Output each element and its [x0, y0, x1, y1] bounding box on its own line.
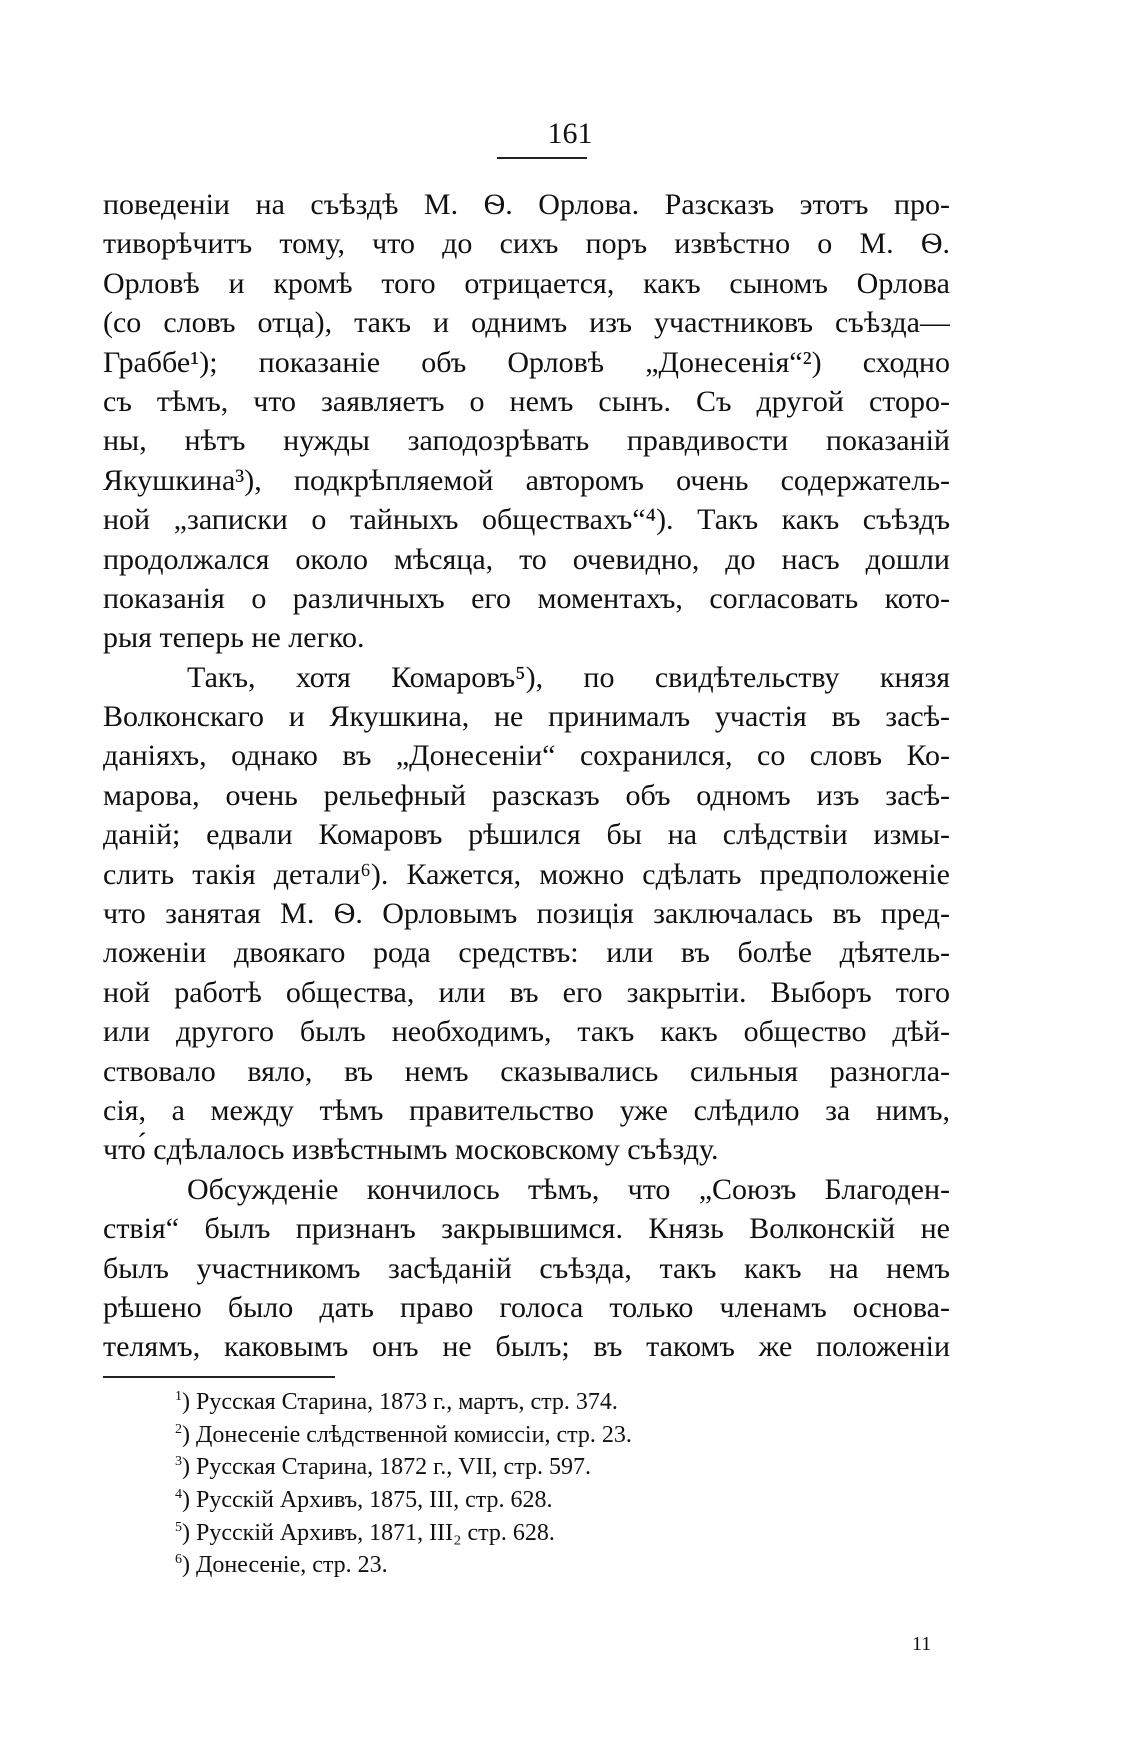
text-line: рыя теперь не легко.: [103, 621, 365, 655]
paragraph: [103, 1170, 950, 1367]
text-line: (со словъ отца), такъ и однимъ изъ участниковъ съѣзда—: [103, 306, 950, 340]
text-line: даніяхъ, однако въ „Донесеніи“ сохранился, со словъ Ко-: [103, 739, 950, 773]
footnotes: [175, 1386, 875, 1582]
text-line: или другого былъ необходимъ, такъ какъ общество дѣй-: [103, 1015, 950, 1049]
text-line: былъ участникомъ засѣданій съѣзда, такъ какъ на немъ: [103, 1251, 950, 1285]
text-line: Граббе¹); показаніе объ Орловѣ „Донесенія“²) сходно: [103, 345, 950, 379]
footnote-mark: 2: [175, 1421, 182, 1437]
text-line: ной „записки о тайныхъ обществахъ“⁴). Такъ какъ съѣздъ: [103, 503, 950, 537]
text-line: сія, а между тѣмъ правительство уже слѣдило за нимъ,: [103, 1093, 950, 1127]
text-line: ложеніи двоякаго рода средствъ: или въ болѣе дѣятель-: [103, 936, 950, 970]
footnote-mark: 1: [175, 1389, 182, 1404]
text-line: слить такія детали⁶). Кажется, можно сдѣлать предположеніе: [103, 857, 950, 891]
paragraph: [103, 658, 950, 1170]
footnote: $^6$) Донесеніе, стр. 23.: [175, 1552, 388, 1579]
text-line: Волконскаго и Якушкина, не принималъ участія въ засѣ-: [103, 700, 950, 734]
text-line: ны, нѣтъ нужды заподозрѣвать правдивости показаній: [103, 424, 950, 458]
footnote: $^3$) Русская Старина, 1872 г., VII, стр. 597.: [175, 1454, 591, 1481]
footnote-text: Донесеніе, стр. 23.: [196, 1552, 388, 1579]
text-line: марова, очень рельефный разсказъ объ одномъ изъ засѣ-: [103, 778, 950, 812]
text-line: ствовало вяло, въ немъ сказывались сильныя разногла-: [103, 1054, 950, 1088]
text-line: тиворѣчитъ тому, что до сихъ поръ извѣстно о М. Ѳ.: [103, 227, 950, 261]
text-line: ной работѣ общества, или въ его закрытіи. Выборъ того: [103, 975, 950, 1009]
text-line: что́ сдѣлалось извѣстнымъ московскому съѣзду.: [103, 1133, 719, 1167]
text-line: Орловѣ и кромѣ того отрицается, какъ сыномъ Орлова: [103, 266, 950, 300]
footnote-text: Донесеніе слѣдственной комиссіи, стр. 23.: [196, 1421, 632, 1448]
footnote-mark: 5: [175, 1519, 182, 1535]
text-line: даній; едвали Комаровъ рѣшился бы на слѣдствіи измы-: [103, 818, 950, 852]
text-line: телямъ, каковымъ онъ не былъ; въ такомъ же положеніи: [103, 1330, 950, 1364]
text-line: Такъ, хотя Комаровъ⁵), по свидѣтельству князя: [187, 660, 950, 694]
footnote-mark: 4: [175, 1487, 182, 1503]
text-line: Обсужденіе кончилось тѣмъ, что „Союзъ Благоден-: [187, 1172, 950, 1206]
text-line: съ тѣмъ, что заявляетъ о немъ сынъ. Съ другой сторо-: [103, 384, 950, 418]
footnote-rule: [103, 1376, 335, 1378]
printer-signature-mark: 11: [912, 1633, 932, 1655]
footnote: $^5$) Русскій Архивъ, 1871, III₂ стр. 628.: [175, 1519, 555, 1546]
text-line: ствія“ былъ признанъ закрывшимся. Князь Волконскій не: [103, 1212, 950, 1246]
text-line: рѣшено было дать право голоса только членамъ основа-: [103, 1290, 950, 1324]
text-line: поведеніи на съѣздѣ М. Ѳ. Орлова. Разсказъ этотъ про-: [103, 188, 950, 221]
footnote-mark: 6: [175, 1552, 182, 1568]
text-line: Якушкина³), подкрѣпляемой авторомъ очень содержатель-: [103, 463, 950, 497]
text-line: показанія о различныхъ его моментахъ, согласовать кото-: [103, 581, 950, 615]
footnote-text: Русскій Архивъ, 1871, III₂ стр. 628.: [196, 1519, 555, 1546]
footnote-text: Русская Старина, 1873 г., мартъ, стр. 374.: [196, 1389, 618, 1415]
footnote-mark: 3: [175, 1454, 182, 1470]
footnote-text: Русскій Архивъ, 1875, III, стр. 628.: [196, 1487, 553, 1514]
page-number: 161: [547, 117, 593, 150]
body-text: [103, 185, 950, 1367]
text-line: что занятая М. Ѳ. Орловымъ позиція заключалась въ пред-: [103, 897, 950, 931]
paragraph: [103, 185, 950, 658]
footnote-text: Русская Старина, 1872 г., VII, стр. 597.: [196, 1454, 591, 1481]
page-number-rule: [497, 157, 587, 159]
footnote: $^1$) Русская Старина, 1873 г., мартъ, стр. 374.: [175, 1389, 618, 1415]
footnote: $^4$) Русскій Архивъ, 1875, III, стр. 628.: [175, 1487, 553, 1514]
text-line: продолжался около мѣсяца, то очевидно, до насъ дошли: [103, 542, 950, 576]
footnote: $^2$) Донесеніе слѣдственной комиссіи, стр. 23.: [175, 1421, 632, 1448]
